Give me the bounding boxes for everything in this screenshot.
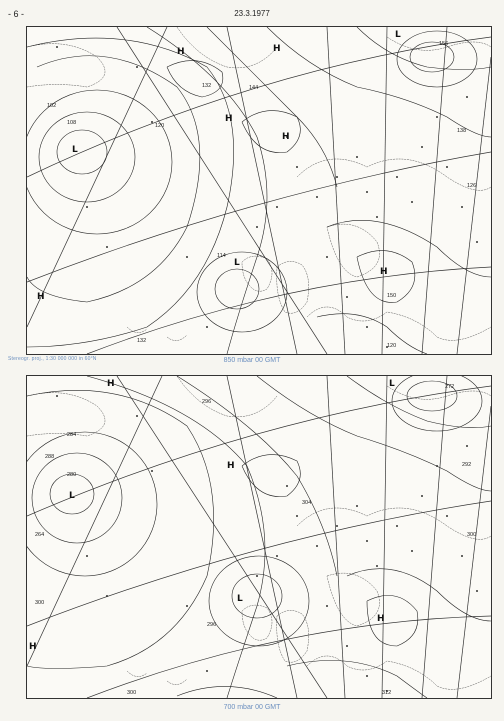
contour-label: 138 — [457, 128, 467, 134]
projection-note: Stereogr. proj., 1:30 000 000 in 60°N — [8, 356, 97, 362]
high-pressure-marker: H — [37, 292, 45, 302]
contour-label: 264 — [35, 532, 45, 538]
contour-label: 150 — [387, 293, 397, 299]
high-pressure-marker: H — [380, 267, 388, 277]
contour-label: 296 — [207, 622, 217, 628]
graticule-lines — [27, 27, 491, 354]
high-pressure-marker: H — [177, 47, 185, 57]
high-pressure-marker: H — [273, 44, 281, 54]
contour-label: 132 — [137, 338, 147, 344]
contour-label: 120 — [387, 343, 397, 349]
contour-label: 300 — [467, 532, 477, 538]
contour-label: 296 — [202, 399, 212, 405]
coastlines — [27, 27, 491, 341]
contour-lines — [27, 27, 491, 354]
contour-label: 288 — [45, 454, 55, 460]
high-pressure-marker: H — [282, 132, 290, 142]
high-pressure-marker: H — [227, 461, 235, 471]
contour-label: 312 — [382, 690, 392, 696]
contour-label: 272 — [445, 384, 455, 390]
station-observations — [56, 395, 478, 692]
contour-label: 144 — [249, 85, 259, 91]
page-number: - 6 - — [8, 9, 25, 19]
contour-label: 114 — [217, 253, 226, 259]
contour-label: 292 — [462, 462, 472, 468]
map-700-svg — [27, 376, 491, 698]
contour-label: 120 — [155, 123, 165, 129]
low-pressure-marker: L — [69, 491, 75, 501]
coastlines — [27, 376, 491, 689]
contour-label: 304 — [302, 500, 312, 506]
map-caption-700: 700 mbar 00 GMT — [223, 704, 281, 711]
contour-label: 108 — [67, 120, 77, 126]
high-pressure-marker: H — [225, 114, 233, 124]
high-pressure-marker: H — [377, 614, 385, 624]
contour-label: 300 — [35, 600, 45, 606]
low-pressure-marker: L — [389, 379, 395, 389]
contour-label: 300 — [127, 690, 137, 696]
chart-date: 23.3.1977 — [234, 9, 270, 18]
weather-map-700mbar — [26, 375, 492, 699]
contour-label: 156 — [439, 41, 449, 47]
graticule-lines — [27, 376, 491, 698]
map-caption-850: 850 mbar 00 GMT — [223, 357, 281, 364]
contour-label: 132 — [202, 83, 212, 89]
weather-map-850mbar — [26, 26, 492, 355]
contour-lines — [27, 376, 491, 698]
contour-label: 126 — [467, 183, 477, 189]
map-850-svg — [27, 27, 491, 354]
high-pressure-marker: H — [29, 642, 37, 652]
contour-label: 102 — [47, 103, 57, 109]
low-pressure-marker: L — [234, 258, 240, 268]
low-pressure-marker: L — [72, 145, 78, 155]
contour-label: 280 — [67, 472, 77, 478]
contour-label: 284 — [67, 432, 77, 438]
low-pressure-marker: L — [395, 30, 401, 40]
high-pressure-marker: H — [107, 379, 115, 389]
low-pressure-marker: L — [237, 594, 243, 604]
